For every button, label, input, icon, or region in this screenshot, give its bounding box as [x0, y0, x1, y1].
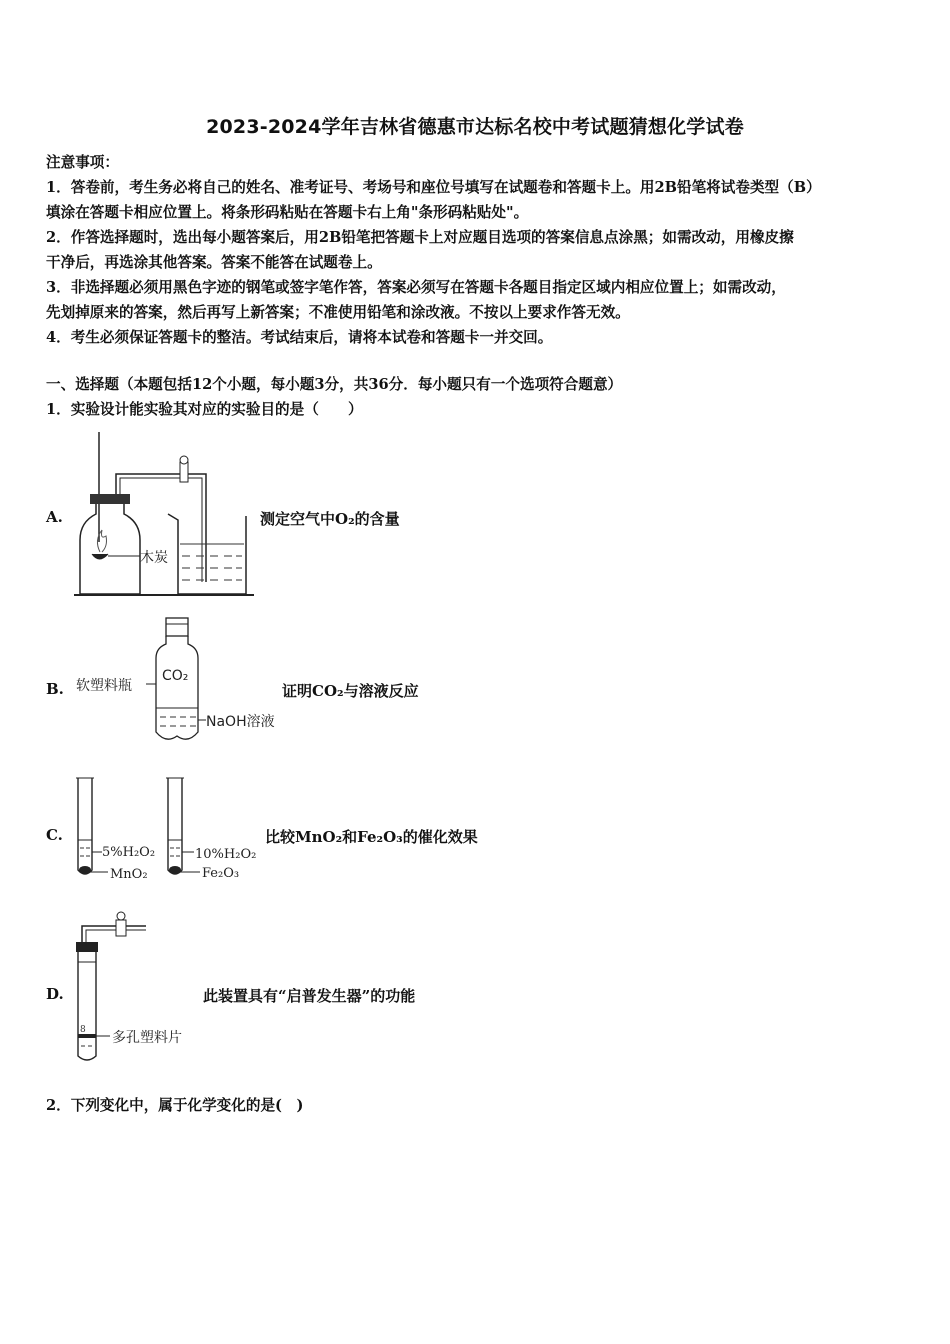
- label-porous-plastic-plate: 多孔塑料片: [112, 1030, 182, 1046]
- option-b-description: 证明CO₂与溶液反应: [282, 682, 419, 700]
- apparatus-d-diagram: [70, 906, 230, 1066]
- label-co2: CO₂: [162, 668, 189, 684]
- notice-line: 1．答卷前，考生务必将自己的姓名、准考证号、考场号和座位号填写在试题卷和答题卡上。用2B铅笔将试卷类型（B）: [46, 179, 821, 196]
- notice-line: 先划掉原来的答案，然后再写上新答案；不准使用铅笔和涂改液。不按以上要求作答无效。: [46, 304, 630, 321]
- question-1-stem: 1．实验设计能实验其对应的实验目的是（ ）: [46, 401, 363, 418]
- option-d-letter: D.: [46, 985, 64, 1003]
- option-a-description: 测定空气中O₂的含量: [260, 510, 400, 528]
- option-b-letter: B.: [46, 680, 64, 698]
- question-2-stem: 2．下列变化中，属于化学变化的是( ): [46, 1097, 304, 1114]
- label-charcoal: 木炭: [140, 550, 168, 566]
- label-mno2: MnO₂: [110, 867, 148, 882]
- apparatus-c-diagram: [70, 774, 280, 886]
- label-fe2o3: Fe₂O₃: [202, 866, 240, 881]
- notice-line: 填涂在答题卡相应位置上。将条形码粘贴在答题卡右上角"条形码粘贴处"。: [46, 204, 529, 221]
- notice-line: 干净后，再选涂其他答案。答案不能答在试题卷上。: [46, 254, 382, 271]
- notice-line: 3．非选择题必须用黑色字迹的钢笔或签字笔作答，答案必须写在答题卡各题目指定区域内相应位置上；如需改动，: [46, 279, 786, 296]
- option-a-letter: A.: [46, 508, 63, 526]
- apparatus-a-diagram: [70, 432, 270, 602]
- svg-text:8: 8: [80, 1025, 86, 1035]
- label-naoh-solution: NaOH溶液: [206, 714, 275, 730]
- notice-block: [46, 150, 906, 350]
- apparatus-b-diagram: [74, 614, 294, 754]
- option-c-letter: C.: [46, 826, 63, 844]
- page-title: 2023-2024学年吉林省德惠市达标名校中考试题猜想化学试卷: [206, 116, 744, 138]
- notice-heading: 注意事项：: [46, 154, 119, 171]
- option-d-description: 此装置具有“启普发生器”的功能: [203, 987, 416, 1005]
- section-heading: 一、选择题（本题包括12个小题，每小题3分，共36分．每小题只有一个选项符合题意）: [46, 376, 623, 393]
- label-soft-plastic-bottle: 软塑料瓶: [76, 678, 132, 694]
- option-c-description: 比较MnO₂和Fe₂O₃的催化效果: [265, 828, 478, 846]
- label-5pct-h2o2: 5%H₂O₂: [102, 845, 156, 860]
- label-10pct-h2o2: 10%H₂O₂: [195, 847, 257, 862]
- notice-line: 4．考生必须保证答题卡的整洁。考试结束后，请将本试卷和答题卡一并交回。: [46, 329, 553, 346]
- notice-line: 2．作答选择题时，选出每小题答案后，用2B铅笔把答题卡上对应题目选项的答案信息点涂黑；如需改动，用橡皮擦: [46, 229, 794, 246]
